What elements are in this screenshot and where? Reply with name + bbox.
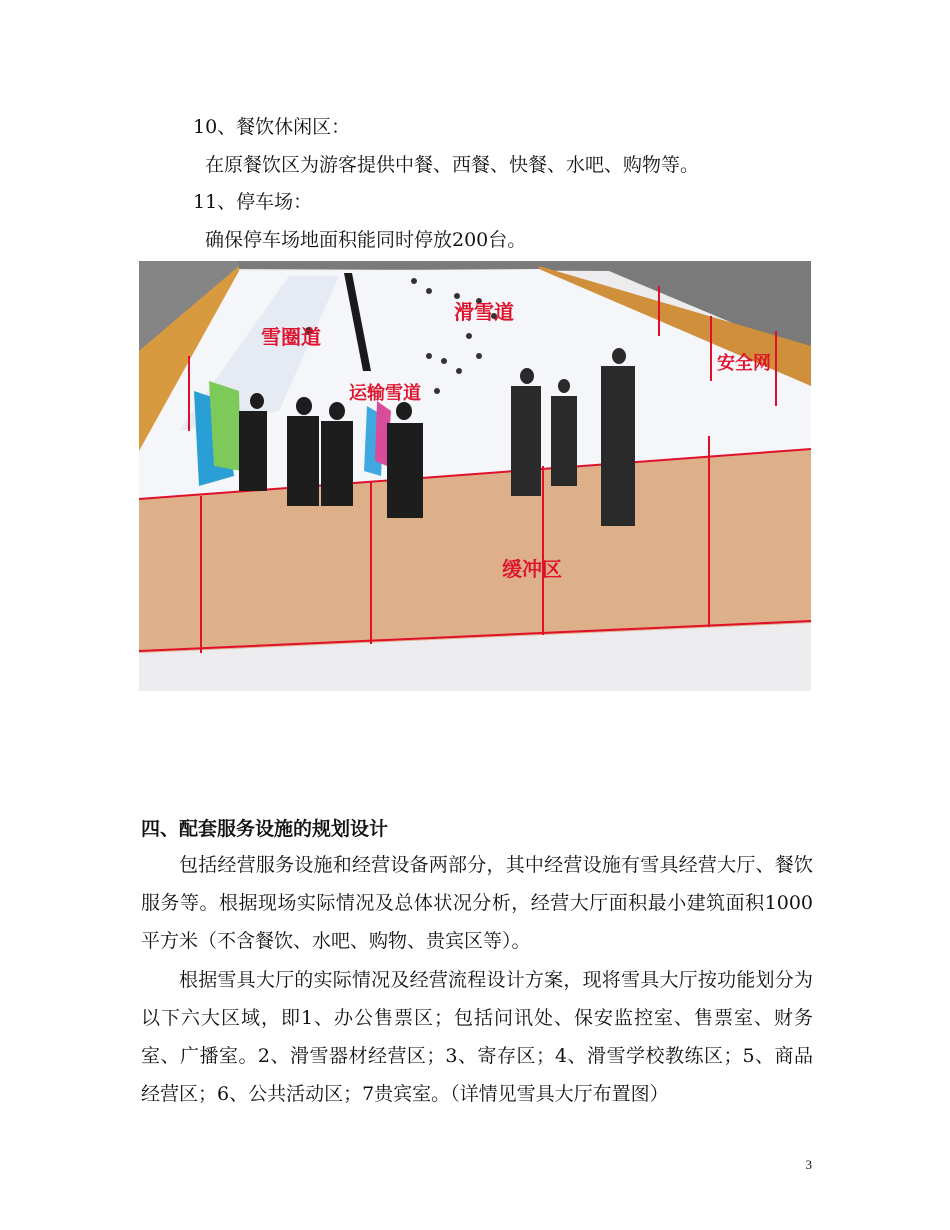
section-title: 四、配套服务设施的规划设计 — [141, 818, 389, 840]
snow-tube-lane-label: 雪圈道 — [261, 325, 321, 349]
item-10-heading: 10、餐饮休闲区： — [193, 116, 351, 138]
conveyor-lane-label: 运输雪道 — [349, 383, 421, 404]
safety-net-label: 安全网 — [717, 353, 771, 374]
section-paragraph-1: 包括经营服务设施和经营设备两部分，其中经营设施有雪具经营大厅、餐饮服务等。根据现场实际情况及总体状况分析，经营大厅面积最小建筑面积1000平方米（不含餐饮、水吧、购物、贵宾区等）。 — [141, 854, 813, 952]
ski-slope-illustration — [139, 261, 811, 691]
buffer-zone-label: 缓冲区 — [502, 557, 562, 581]
ski-run-label: 滑雪道 — [454, 300, 514, 324]
green-flag — [209, 381, 241, 471]
page-number: 3 — [805, 1157, 812, 1172]
item-11-heading: 11、停车场： — [193, 191, 313, 213]
item-11-body: 确保停车场地面积能同时停放200台。 — [205, 229, 527, 251]
section-paragraph-2: 根据雪具大厅的实际情况及经营流程设计方案，现将雪具大厅按功能划分为以下六大区域，即1、办公售票区；包括问讯处、保安监控室、售票室、财务室、广播室。2、滑雪器材经营区；3、寄存区；4、滑雪学校教练区；5、商品经营区；6、公共活动区；7贵宾室。（详情见雪具大厅布置图） — [141, 969, 813, 1105]
item-10-body: 在原餐饮区为游客提供中餐、西餐、快餐、水吧、购物等。 — [205, 154, 700, 176]
ski-slope-layout-figure — [139, 261, 811, 691]
